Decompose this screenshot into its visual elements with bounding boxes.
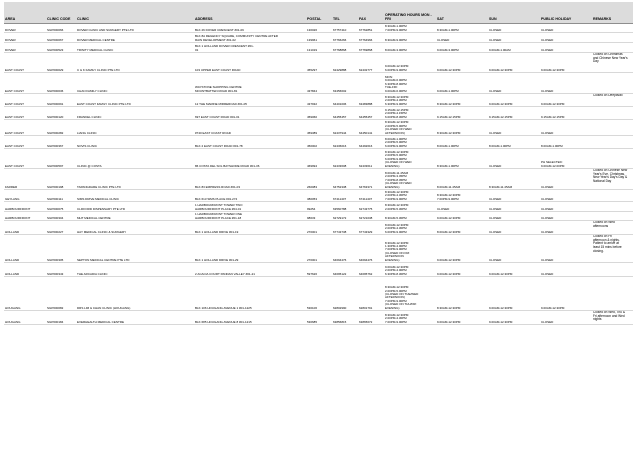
fax-cell: 64763371 [358,169,384,190]
sat-cell: CLOSED [436,33,488,43]
tel-cell: 67757410 [332,24,358,33]
hours-cell: 8.30AM-12.30PM 2.00PM-5.00PM (CLOSED ON TUE/WED AFTERNOON) 7.00PM-9.00PM (CLOSED ON THU/FRI EVENING) [384,277,436,311]
clinic-name-cell: EAST COAST FAMILY CLINIC PTE LTD [76,94,194,107]
area-cell: DOVER [4,24,46,33]
area-cell: EAST COAST [4,149,46,169]
public-holiday-cell: PH SELECTED: 9.00AM-12.00PM [540,149,592,169]
hours-cell: MON: 9.00AM-6.00PM 6.30PM-8.00PM TUE-FRI: 9.00AM-6.00PM [384,73,436,94]
area-cell: HARBOURFRONT [4,202,46,212]
hours-cell: 8.30AM-9.00PM [384,33,436,43]
sun-cell: 9.00AM-1.00AM [488,43,540,53]
column-header-tel: TEL [332,2,358,24]
clinic-code-cell: SGP000305 [46,235,76,263]
clinic-name-cell: THE ARCADIA CLINIC [76,263,194,277]
table-row [4,311,633,325]
sun-cell: 8.00AM-1.00PM [488,136,540,149]
clinic-name-cell: CLIFFORD DISPENSARY PTE LTD [76,202,194,212]
area-cell: EAST COAST [4,120,46,136]
clinic-code-cell: SGP000111 [46,190,76,202]
remarks-cell [592,277,633,311]
address-cell: BLK 685 HOUGANG AVENUE 8 #01-1215 [194,311,306,325]
clinic-name-cell: CHAN FAMILY CLINIC [76,73,194,94]
sun-cell: 9.00AM-12.30PM [488,311,540,325]
tel-cell: 67766266 [332,33,358,43]
postal-cell: 469994 [306,149,332,169]
sun-cell: CLOSED [488,120,540,136]
column-header-fax: FAX [358,2,384,24]
clinic-code-cell: SGP000066 [46,24,76,33]
address-cell: BLK 8A REGENCY SQUARE, COMMUNITY CENTRE AFTER RAIN DEVELOPMENT #01-02 [194,33,306,43]
tel-cell: 63560788 [332,202,358,212]
clinic-name-cell: SIMS DRIVE MEDICAL CLINIC [76,190,194,202]
fax-cell: 62743775 [358,202,384,212]
sat-cell: 8.00AM-12.30PM [436,221,488,235]
sat-cell: 8.00AM-1.00PM [436,136,488,149]
tel-cell: 64694476 [332,235,358,263]
clinic-code-cell: SGP000091 [46,94,76,107]
hours-cell: 8.30AM-12.30PM 2.00PM-5.00PM 6.00PM-9.00PM (CLOSED ON WED EVENING) [384,149,436,169]
sun-cell: CLOSED [488,212,540,221]
sat-cell: 9.00AM-12.30PM [436,311,488,325]
area-cell: DOVER [4,33,46,43]
public-holiday-cell: 9.00AM-12.30PM [540,277,592,311]
postal-cell: 260083 [306,169,332,190]
hours-cell: 8.30AM-12.30PM 2.00PM-4.30PM 7.00PM-9.00PM [384,311,436,325]
table-row [4,169,633,190]
sat-cell: 8.30AM-12.30PM [436,277,488,311]
column-header-postal: POSTAL [306,2,332,24]
hours-cell: 8.00AM-1.00PM 2.00PM-5.00PM 6.00PM-9.00PM [384,136,436,149]
tel-cell: 62429888 [332,53,358,73]
area-cell: EAST COAST [4,136,46,149]
column-header-clinic: CLINIC [76,2,194,24]
postal-cell: 99254 [306,202,332,212]
address-cell: BLK 83 EMPRESS ROAD #01-03 [194,169,306,190]
hours-cell: 8.30AM-12.30PM 2.00PM-4.30PM 6.30PM-9.00PM [384,94,436,107]
fax-cell: 62432777 [358,53,384,73]
postal-cell: 455297 [306,53,332,73]
area-cell: EAST COAST [4,94,46,107]
sun-cell: 9.00AM-12.30PM [488,263,540,277]
remarks-cell [592,212,633,221]
table-row [4,53,633,73]
address-cell: 1 HARBOURFRONT TOWER TWO HARBOURFRONT PLACE #04-01 [194,202,306,212]
tel-cell: 67743738 [332,221,358,235]
clinic-code-cell: SGP000184 [46,311,76,325]
tel-cell: 63856815 [332,311,358,325]
sat-cell: 8.30AM-12.30PM [436,94,488,107]
sat-cell: 9.00AM-1.00PM [436,73,488,94]
address-cell: 103 UPPER EAST COAST ROAD [194,53,306,73]
hours-cell: 9.15AM-12.15PM 2.00PM-4.15PM 6.00PM-8.30PM [384,107,436,120]
fax-cell: 62801791 [358,277,384,311]
table-row [4,149,633,169]
postal-cell: 450002 [306,136,332,149]
hours-cell: 8.30AM-12.30PM 2.00PM-5.00PM (CLOSED ON WED AFTERNOON) [384,120,436,136]
postal-cell: 459389 [306,120,332,136]
sat-cell: 8.30AM-12.30PM 7.00PM-9.00PM [436,190,488,202]
public-holiday-cell: CLOSED [540,202,592,212]
public-holiday-cell: 9.15AM-12.15PM [540,107,592,120]
sun-cell: CLOSED [488,202,540,212]
clinic-name-cell: TRINITY MEDICAL CLINIC [76,43,194,53]
public-holiday-cell: 8.00AM-1.00PM [540,136,592,149]
public-holiday-cell: CLOSED [540,221,592,235]
sun-cell: CLOSED [488,33,540,43]
clinic-table [4,2,633,325]
address-cell: 12 THE MARINE MIRREROAD #01-05 [194,94,306,107]
remarks-cell [592,263,633,277]
clinic-name-cell: CLINIC @ COSTA [76,149,194,169]
address-cell: BLK 106 HOUGANG AVENUE 1 #01-1225 [194,277,306,311]
table-row [4,277,633,311]
public-holiday-cell: CLOSED [540,169,592,190]
table-row [4,263,633,277]
column-header-sat: SAT [436,2,488,24]
postal-cell: 270001 [306,235,332,263]
table-row [4,235,633,263]
remarks-cell [592,24,633,33]
area-cell: HOLLAND [4,221,46,235]
postal-cell: 380053 [306,190,332,202]
tel-cell: 64752338 [332,169,358,190]
sun-cell: 9.00AM-12.30PM [488,94,540,107]
hours-cell: 8.00AM-12.30PM 2.00PM-4.30PM 6.00PM-9.00PM [384,221,436,235]
header-row [4,2,633,24]
clinic-name-cell: DRS LIM & CHAN CLINIC (HOUGANG) [76,277,194,311]
tel-cell: 64695122 [332,263,358,277]
hours-cell: 8.30AM-1.00PM 7.00PM-9.00PM [384,24,436,33]
fax-cell: 64492616 [358,136,384,149]
clinic-code-cell: SGP000227 [46,221,76,235]
remarks-cell [592,43,633,53]
postal-cell: 131019 [306,43,332,53]
area-cell: EAST COAST [4,73,46,94]
sun-cell: CLOSED [488,190,540,202]
tel-cell: 64401006 [332,94,358,107]
sun-cell: 8.30AM-11.45AM [488,169,540,190]
table-row [4,33,633,43]
clinic-code-cell: SGP000029 [46,53,76,73]
public-holiday-cell: CLOSED [540,212,592,221]
public-holiday-cell: CLOSED [540,235,592,263]
tel-cell: 62802990 [332,277,358,311]
address-cell: BLK 26 DOVER CRESCENT #01-09 [194,24,306,33]
address-cell: WAYSTONE SHOPPING CENTRE MOUNTBATTEN ROAD #01-81 [194,73,306,94]
sat-cell: 8.30AM-1.00PM [436,149,488,169]
public-holiday-cell: CLOSED [540,190,592,202]
remarks-cell [592,107,633,120]
area-cell: GEYLANG [4,190,46,202]
tel-cell: 64455457 [332,107,358,120]
hours-cell: 8.00AM-3.00PM [384,43,436,53]
table-row [4,202,633,212]
clinic-name-cell: SEPTON MEDICAL CENTRE PTE LTD [76,235,194,263]
address-cell: BLK 613 SIMS PLACE #01-274 [194,190,306,202]
remarks-cell [592,149,633,169]
sun-cell: CLOSED [488,73,540,94]
fax-cell: 63865672 [358,311,384,325]
column-header-address: ADDRESS [194,2,306,24]
remarks-cell: Closed on Wed afternoons [592,221,633,235]
remarks-cell: Closed on Fri afternoon & nights. Patient to arrive at least 15 mins before closing. [592,235,633,263]
fax-cell: 64450141 [358,120,384,136]
fax-cell [358,73,384,94]
public-holiday-cell: CLOSED [540,24,592,33]
clinic-code-cell: SGP000597 [46,149,76,169]
sun-cell: CLOSED [488,149,540,169]
fax-cell: 63483888 [358,94,384,107]
table-row [4,94,633,107]
fax-cell: 67769868 [358,43,384,53]
public-holiday-cell: CLOSED [540,263,592,277]
area-cell: HOUGANG [4,311,46,325]
tel-cell: 63456602 [332,73,358,94]
public-holiday-cell: 9.00AM-12.30PM [540,53,592,73]
clinic-code-cell: SGP000082 [46,277,76,311]
public-holiday-cell: CLOSED [540,43,592,53]
address-cell: 697 EAST COAST ROAD #01-01 [194,107,306,120]
sun-cell: CLOSED [488,24,540,33]
postal-cell: 459060 [306,107,332,120]
remarks-cell [592,120,633,136]
sat-cell: 9.00AM-12.30PM [436,263,488,277]
address-cell: BLK 1 HOLLAND DRIVE #01-29 [194,235,306,263]
remarks-cell: Closed on Chinese New Year's Eve, Christmas, New Year's Day's Day & National Day [592,169,633,190]
sat-cell: 8.30AM-12.30PM [436,120,488,136]
column-header-remarks: REMARKS [592,2,633,24]
clinic-name-cell: FRANKEL CLINIC [76,107,194,120]
sat-cell: 9.00AM-3.00PM [436,43,488,53]
remarks-cell: Closed on Wed, Thu & Fri afternoon and Wed nights [592,311,633,325]
area-cell: EAST COAST [4,53,46,73]
tel-cell: 67411407 [332,190,358,202]
fax-cell: 62433611 [358,149,384,169]
tel-cell: 62436016 [332,136,358,149]
clinic-name-cell: C & K FAMILY CLINIC PTE LTD [76,53,194,73]
public-holiday-cell: CLOSED [540,33,592,43]
postal-cell: 437844 [306,73,332,94]
fax-cell: 64455457 [358,107,384,120]
clinic-code-cell: SGP000075 [46,202,76,212]
fax-cell: 67764966 [358,33,384,43]
sun-cell: 9.00AM-12.30PM [488,53,540,73]
area-cell: HARBOURFRONT [4,212,46,221]
postal-cell: 597626 [306,263,332,277]
clinic-name-cell: NOVIS CLINIC [76,136,194,149]
clinic-name-cell: DOVER CLINIC AND SURGERY PTE LTD [76,24,194,33]
clinic-code-cell: SGP000343 [46,263,76,277]
postal-cell: 98633 [306,212,332,221]
table-row [4,120,633,136]
postal-cell: 437932 [306,94,332,107]
area-cell: EAST COAST [4,107,46,120]
column-header-sun: SUN [488,2,540,24]
address-cell: 2 ACACIA COURT PANDAN VALLEY #01-21 [194,263,306,277]
postal-cell: 530685 [306,311,332,325]
address-cell: BLK 1 HOLLAND DRIVE #01-19 [194,221,306,235]
clinic-code-cell: SGP000036 [46,73,76,94]
area-cell: HOLLAND [4,235,46,263]
tel-cell: 67768868 [332,43,358,53]
clinic-code-cell: SGP000304 [46,212,76,221]
hours-cell: 8.30AM-12.30PM 2.00PM-4.30PM 7.00PM-9.00PM [384,190,436,202]
table-row [4,73,633,94]
tel-cell: 62433608 [332,149,358,169]
table-row [4,190,633,202]
sat-cell: 9.00AM-12.30PM [436,53,488,73]
area-cell: DOVER [4,43,46,53]
clinic-code-cell: SGP000523 [46,43,76,53]
sat-cell: 9.00AM-12.30PM [436,212,488,221]
address-cell: #740 EAST COAST ROAD [194,120,306,136]
remarks-cell [592,73,633,94]
hours-cell: 8.30AM-5.30PM [384,212,436,221]
sat-cell: 8.30AM-1.00PM [436,24,488,33]
table-row [4,24,633,33]
sat-cell: 9.00AM-12.30PM [436,235,488,263]
address-cell: 86 COSTA DEL SOL BAYSHORE ROAD #01-36 [194,149,306,169]
area-cell: HOLLAND [4,263,46,277]
clinic-code-cell: SGP000198 [46,169,76,190]
tel-cell: 62729172 [332,212,358,221]
fax-cell: 64694476 [358,235,384,263]
public-holiday-cell: CLOSED [540,120,592,136]
postal-cell: 270001 [306,221,332,235]
area-cell: FARRER [4,169,46,190]
address-cell: BLK 2 EAST COAST ROAD #01-78 [194,136,306,149]
sat-cell: 9.15AM-12.15PM [436,107,488,120]
column-header-public-holiday: PUBLIC HOLIDAY [540,2,592,24]
clinic-code-cell: SGP000367 [46,136,76,149]
postal-cell: 130026 [306,24,332,33]
table-row [4,136,633,149]
clinic-name-cell: LIANG CLINIC [76,120,194,136]
remarks-cell: Closed on Deepavali [592,94,633,107]
postal-cell: 139961 [306,33,332,43]
sun-cell: CLOSED [488,235,540,263]
table-row [4,43,633,53]
fax-cell: 67411407 [358,190,384,202]
area-cell: HOUGANG [4,277,46,311]
sat-cell: CLOSED [436,202,488,212]
column-header-clinic-code: CLINIC CODE [46,2,76,24]
clinic-name-cell: EVERHEALTH MEDICAL CENTRE [76,311,194,325]
column-header-operating-hours: OPERATING HOURS MON - FRI [384,2,436,24]
postal-cell: 530106 [306,277,332,311]
public-holiday-cell: CLOSED [540,311,592,325]
clinic-name-cell: DOVER MEDICAL CENTRE [76,33,194,43]
clinic-name-cell: HAY MEDICAL CLINIC & SURGERY [76,221,194,235]
address-cell: 1 HARBOURFRONT TOWER ONE HARBOURFRONT PLACE #01-18 [194,212,306,221]
public-holiday-cell: 9.00AM-12.30PM [540,94,592,107]
sat-cell: 8.00AM-11.45AM [436,169,488,190]
table-row [4,107,633,120]
table-row [4,221,633,235]
hours-cell: 8.00AM-11.45AM 2.00PM-3.45PM 7.00PM-8.45PM (CLOSED ON WED EVENING) [384,169,436,190]
sun-cell: 9.00AM-12.30PM [488,277,540,311]
hours-cell: 8.30AM-12.30PM 2.00PM-5.30PM [384,202,436,212]
public-holiday-cell: CLOSED [540,73,592,94]
sun-cell: 9.15AM-12.15PM [488,107,540,120]
clinic-code-cell: SGP000067 [46,33,76,43]
remarks-cell [592,190,633,202]
hours-cell: 9.00AM-12.30PM 2.00PM-4.00PM 6.30PM-8.30PM [384,263,436,277]
remarks-cell [592,33,633,43]
hours-cell: 9.00AM-12.30PM 6.00PM-9.00PM [384,53,436,73]
column-header-area: AREA [4,2,46,24]
hours-cell: 8.30AM-12.30PM 1.30PM-4.00PM 7.00PM-9.00PM (CLOSED ON FRI AFTERNOON EVENING) [384,235,436,263]
clinic-name-cell: MHT MEDICAL CENTRE [76,212,194,221]
table-row [4,212,633,221]
fax-cell: 62721038 [358,212,384,221]
fax-cell: 67762851 [358,24,384,33]
remarks-cell [592,202,633,212]
fax-cell: 64695762 [358,263,384,277]
tel-cell: 62437944 [332,120,358,136]
sun-cell: CLOSED [488,221,540,235]
address-cell: BLK 1 HOLLAND DOVER CRESCENT #01- 01 [194,43,306,53]
clinic-code-cell: SGP000282 [46,120,76,136]
clinic-name-cell: TAPANGDARE CLINIC PTE LTD [76,169,194,190]
remarks-cell: Closed on Christmas and Chinese New Year's Day [592,53,633,73]
clinic-code-cell: SGP000120 [46,107,76,120]
fax-cell: 67743329 [358,221,384,235]
remarks-cell [592,136,633,149]
